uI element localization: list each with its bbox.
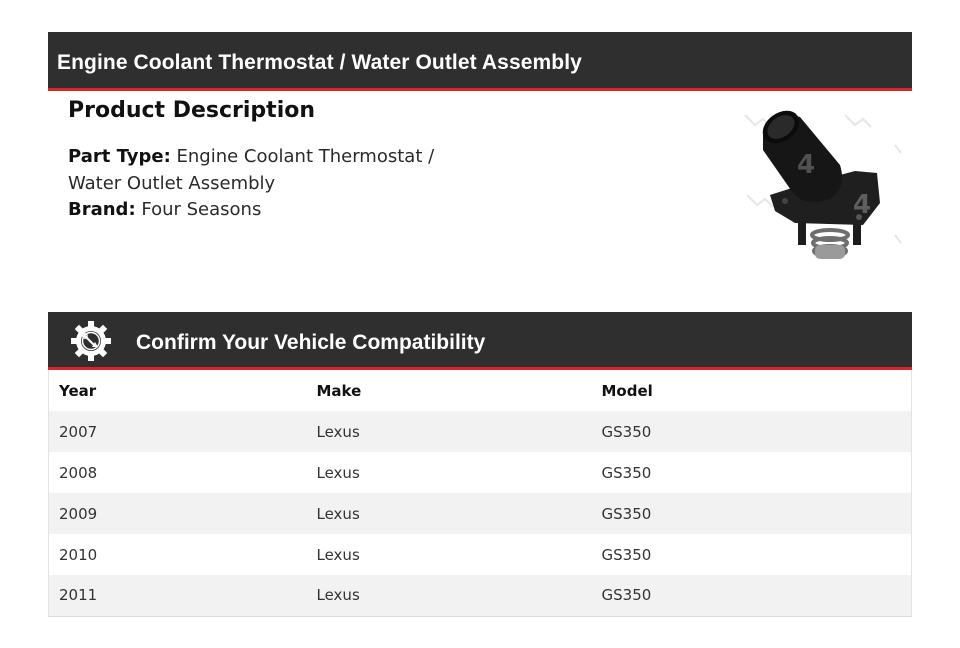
product-description-heading: Product Description	[68, 98, 316, 123]
svg-text:4: 4	[853, 190, 872, 220]
cell-model: GS350	[592, 411, 912, 452]
cell-model: GS350	[592, 493, 912, 534]
product-info	[68, 144, 448, 224]
brand-label: Brand:	[68, 199, 136, 220]
cell-make: Lexus	[307, 411, 592, 452]
compatibility-title: Confirm Your Vehicle Compatibility	[136, 331, 486, 354]
cell-year: 2010	[59, 545, 98, 564]
table-row	[49, 534, 912, 575]
cell-make: Lexus	[307, 493, 592, 534]
table-row	[49, 493, 912, 534]
svg-text:4: 4	[797, 150, 816, 180]
cell-year: 2008	[59, 463, 98, 482]
cell-model: GS350	[592, 575, 912, 616]
table-row	[49, 575, 912, 616]
gear-wrench-icon	[70, 320, 112, 362]
table-row	[49, 411, 912, 452]
table-header-row	[49, 370, 912, 411]
table-row	[49, 452, 912, 493]
cell-model: GS350	[601, 545, 652, 564]
cell-year: 2011	[49, 575, 307, 616]
cell-model: GS350	[601, 463, 652, 482]
part-type-label: Part Type:	[68, 146, 171, 167]
column-header-make: Make	[316, 381, 362, 400]
product-title-bar	[48, 32, 912, 91]
part-type-value: Engine Coolant Thermostat / Water Outlet Assembly	[68, 146, 435, 194]
cell-make: Lexus	[307, 575, 592, 616]
product-title: Engine Coolant Thermostat / Water Outlet Assembly	[57, 51, 582, 74]
cell-make: Lexus	[316, 463, 360, 482]
compatibility-title-bar	[48, 312, 912, 370]
cell-year: 2009	[49, 493, 307, 534]
column-header-year: Year	[59, 381, 97, 400]
column-header-model: Model	[601, 381, 653, 400]
part-type-row	[68, 144, 448, 197]
product-image	[735, 95, 915, 275]
cell-year: 2007	[49, 411, 307, 452]
brand-value: Four Seasons	[141, 199, 262, 220]
cell-make: Lexus	[316, 545, 360, 564]
brand-row	[68, 197, 448, 224]
product-description	[68, 96, 708, 224]
compatibility-table	[48, 370, 912, 617]
